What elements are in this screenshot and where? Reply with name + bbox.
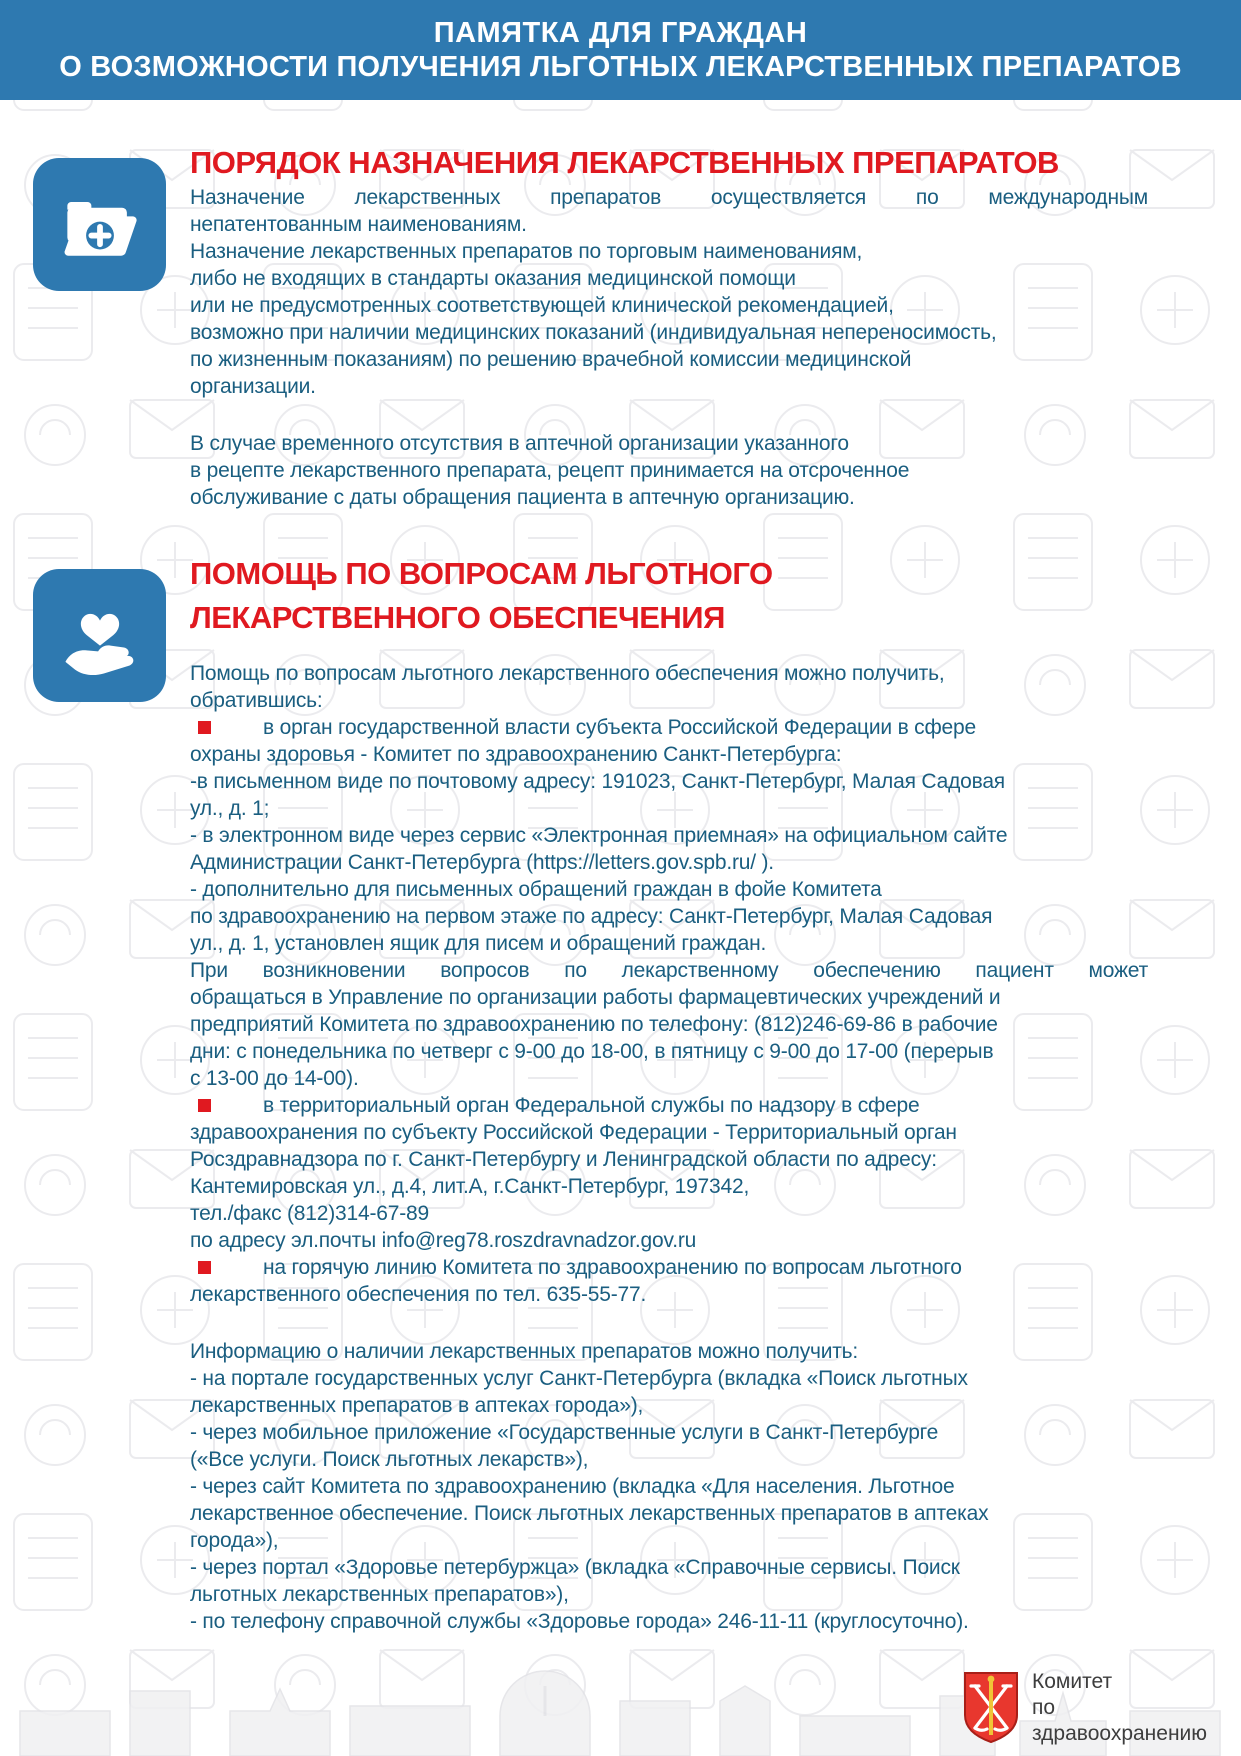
text-line: здравоохранения по субъекту Российской Федерации - Территориальный орган	[190, 1121, 957, 1144]
text-line: - через сайт Комитета по здравоохранению (вкладка «Для населения. Льготное	[190, 1475, 955, 1498]
text-line: лекарственного обеспечения по тел. 635-55-77.	[190, 1283, 647, 1306]
text-line: в рецепте лекарственного препарата, рецепт принимается на отсроченное	[190, 459, 910, 482]
heart-in-hand-icon	[33, 569, 166, 702]
text-line: - через мобильное приложение «Государственные услуги в Санкт-Петербурге	[190, 1421, 939, 1444]
text-line: обращаться в Управление по организации работы фармацевтических учреждений и	[190, 986, 1001, 1009]
paragraph-gap	[190, 1308, 1148, 1338]
org-name-line1: Комитет	[1032, 1670, 1113, 1693]
text-line: тел./факс (812)314-67-89	[190, 1202, 429, 1225]
bullet-text: на горячую линию Комитета по здравоохранению по вопросам льготного	[263, 1256, 962, 1279]
text-line: Помощь по вопросам льготного лекарственного обеспечения можно получить,	[190, 662, 945, 685]
text-line: дни: с понедельника по четверг с 9-00 до 18-00, в пятницу с 9-00 до 17-00 (перерыв	[190, 1040, 994, 1063]
text-line: В случае временного отсутствия в аптечной организации указанного	[190, 432, 849, 455]
text-line: обратившись:	[190, 689, 323, 712]
text-line: охраны здоровья - Комитет по здравоохранению Санкт-Петербурга:	[190, 743, 842, 766]
text-line: -в письменном виде по почтовому адресу: 191023, Санкт-Петербург, Малая Садовая	[190, 770, 1005, 793]
text-line: («Все услуги. Поиск льготных лекарств»),	[190, 1448, 589, 1471]
text-line: обслуживание с даты обращения пациента в аптечную организацию.	[190, 486, 855, 509]
section2-title-line1: ПОМОЩЬ ПО ВОПРОСАМ ЛЬГОТНОГО	[190, 556, 773, 591]
text-line: Кантемировская ул., д.4, лит.А, г.Санкт-Петербург, 197342,	[190, 1175, 750, 1198]
text-line: При возникновении вопросов по лекарственному обеспечению пациент может	[190, 959, 1148, 982]
bullet-text: в территориальный орган Федеральной службы по надзору в сфере	[263, 1094, 920, 1117]
text-line: с 13-00 до 14-00).	[190, 1067, 359, 1090]
text-line: - дополнительно для письменных обращений граждан в фойе Комитета	[190, 878, 882, 901]
section1-title: ПОРЯДОК НАЗНАЧЕНИЯ ЛЕКАРСТВЕННЫХ ПРЕПАРАТОВ	[190, 145, 1059, 180]
text-line: - в электронном виде через сервис «Электронная приемная» на официальном сайте	[190, 824, 1008, 847]
text-line: по здравоохранению на первом этаже по адресу: Санкт-Петербург, Малая Садовая	[190, 905, 993, 928]
section2-title-line2: ЛЕКАРСТВЕННОГО ОБЕСПЕЧЕНИЯ	[190, 600, 725, 635]
org-name-line2: по здравоохранению	[1032, 1696, 1208, 1745]
paragraph-gap	[190, 400, 1148, 430]
text-line: лекарственных препаратов в аптеках города»),	[190, 1394, 644, 1417]
section2-body	[190, 660, 1148, 1635]
saint-petersburg-coat-of-arms-icon	[962, 1671, 1020, 1745]
text-line: либо не входящих в стандарты оказания медицинской помощи	[190, 267, 796, 290]
section2-title	[190, 552, 1170, 640]
org-name	[1032, 1669, 1222, 1747]
text-line: или не предусмотренных соответствующей клинической рекомендацией,	[190, 294, 894, 317]
header-banner	[0, 0, 1241, 100]
text-line: по адресу эл.почты info@reg78.roszdravnadzor.gov.ru	[190, 1229, 697, 1252]
text-line: по жизненным показаниям) по решению врачебной комиссии медицинской	[190, 348, 912, 371]
text-line: организации.	[190, 375, 316, 398]
text-line: Назначение лекарственных препаратов по торговым наименованиям,	[190, 240, 863, 263]
text-line: Назначение лекарственных препаратов осуществляется по международным	[190, 186, 1148, 209]
text-line: - через портал «Здоровье петербуржца» (вкладка «Справочные сервисы. Поиск	[190, 1556, 960, 1579]
text-line: города»),	[190, 1529, 279, 1552]
bullet-item	[190, 1254, 1148, 1281]
text-line: ул., д. 1, установлен ящик для писем и обращений граждан.	[190, 932, 767, 955]
text-line: - по телефону справочной службы «Здоровье города» 246-11-11 (круглосуточно).	[190, 1610, 969, 1633]
text-line: возможно при наличии медицинских показаний (индивидуальная непереносимость,	[190, 321, 997, 344]
text-line: непатентованным наименованиям.	[190, 213, 527, 236]
bullet-text: в орган государственной власти субъекта Российской Федерации в сфере	[263, 716, 976, 739]
header-title-line2: О ВОЗМОЖНОСТИ ПОЛУЧЕНИЯ ЛЬГОТНЫХ ЛЕКАРСТВЕННЫХ ПРЕПАРАТОВ	[59, 51, 1182, 83]
section1-body	[190, 184, 1148, 511]
bullet-square-icon	[198, 721, 211, 734]
bullet-square-icon	[198, 1261, 211, 1274]
text-line: предприятий Комитета по здравоохранению по телефону: (812)246-69-86 в рабочие	[190, 1013, 998, 1036]
text-line: - на портале государственных услуг Санкт-Петербурга (вкладка «Поиск льготных	[190, 1367, 968, 1390]
footer-logo	[962, 1668, 1222, 1748]
text-line: льготных лекарственных препаратов»),	[190, 1583, 569, 1606]
text-line: Администрации Санкт-Петербурга (https://letters.gov.spb.ru/ ).	[190, 851, 774, 874]
medical-folder-icon	[33, 158, 166, 291]
header-title-line1: ПАМЯТКА ДЛЯ ГРАЖДАН	[433, 17, 808, 49]
text-line: Информацию о наличии лекарственных препаратов можно получить:	[190, 1340, 859, 1363]
bullet-item	[190, 1092, 1148, 1119]
bullet-item	[190, 714, 1148, 741]
bullet-square-icon	[198, 1099, 211, 1112]
text-line: ул., д. 1;	[190, 797, 270, 820]
text-line: Росздравнадзора по г. Санкт-Петербургу и Ленинградской области по адресу:	[190, 1148, 937, 1171]
text-line: лекарственное обеспечение. Поиск льготных лекарственных препаратов в аптеках	[190, 1502, 989, 1525]
